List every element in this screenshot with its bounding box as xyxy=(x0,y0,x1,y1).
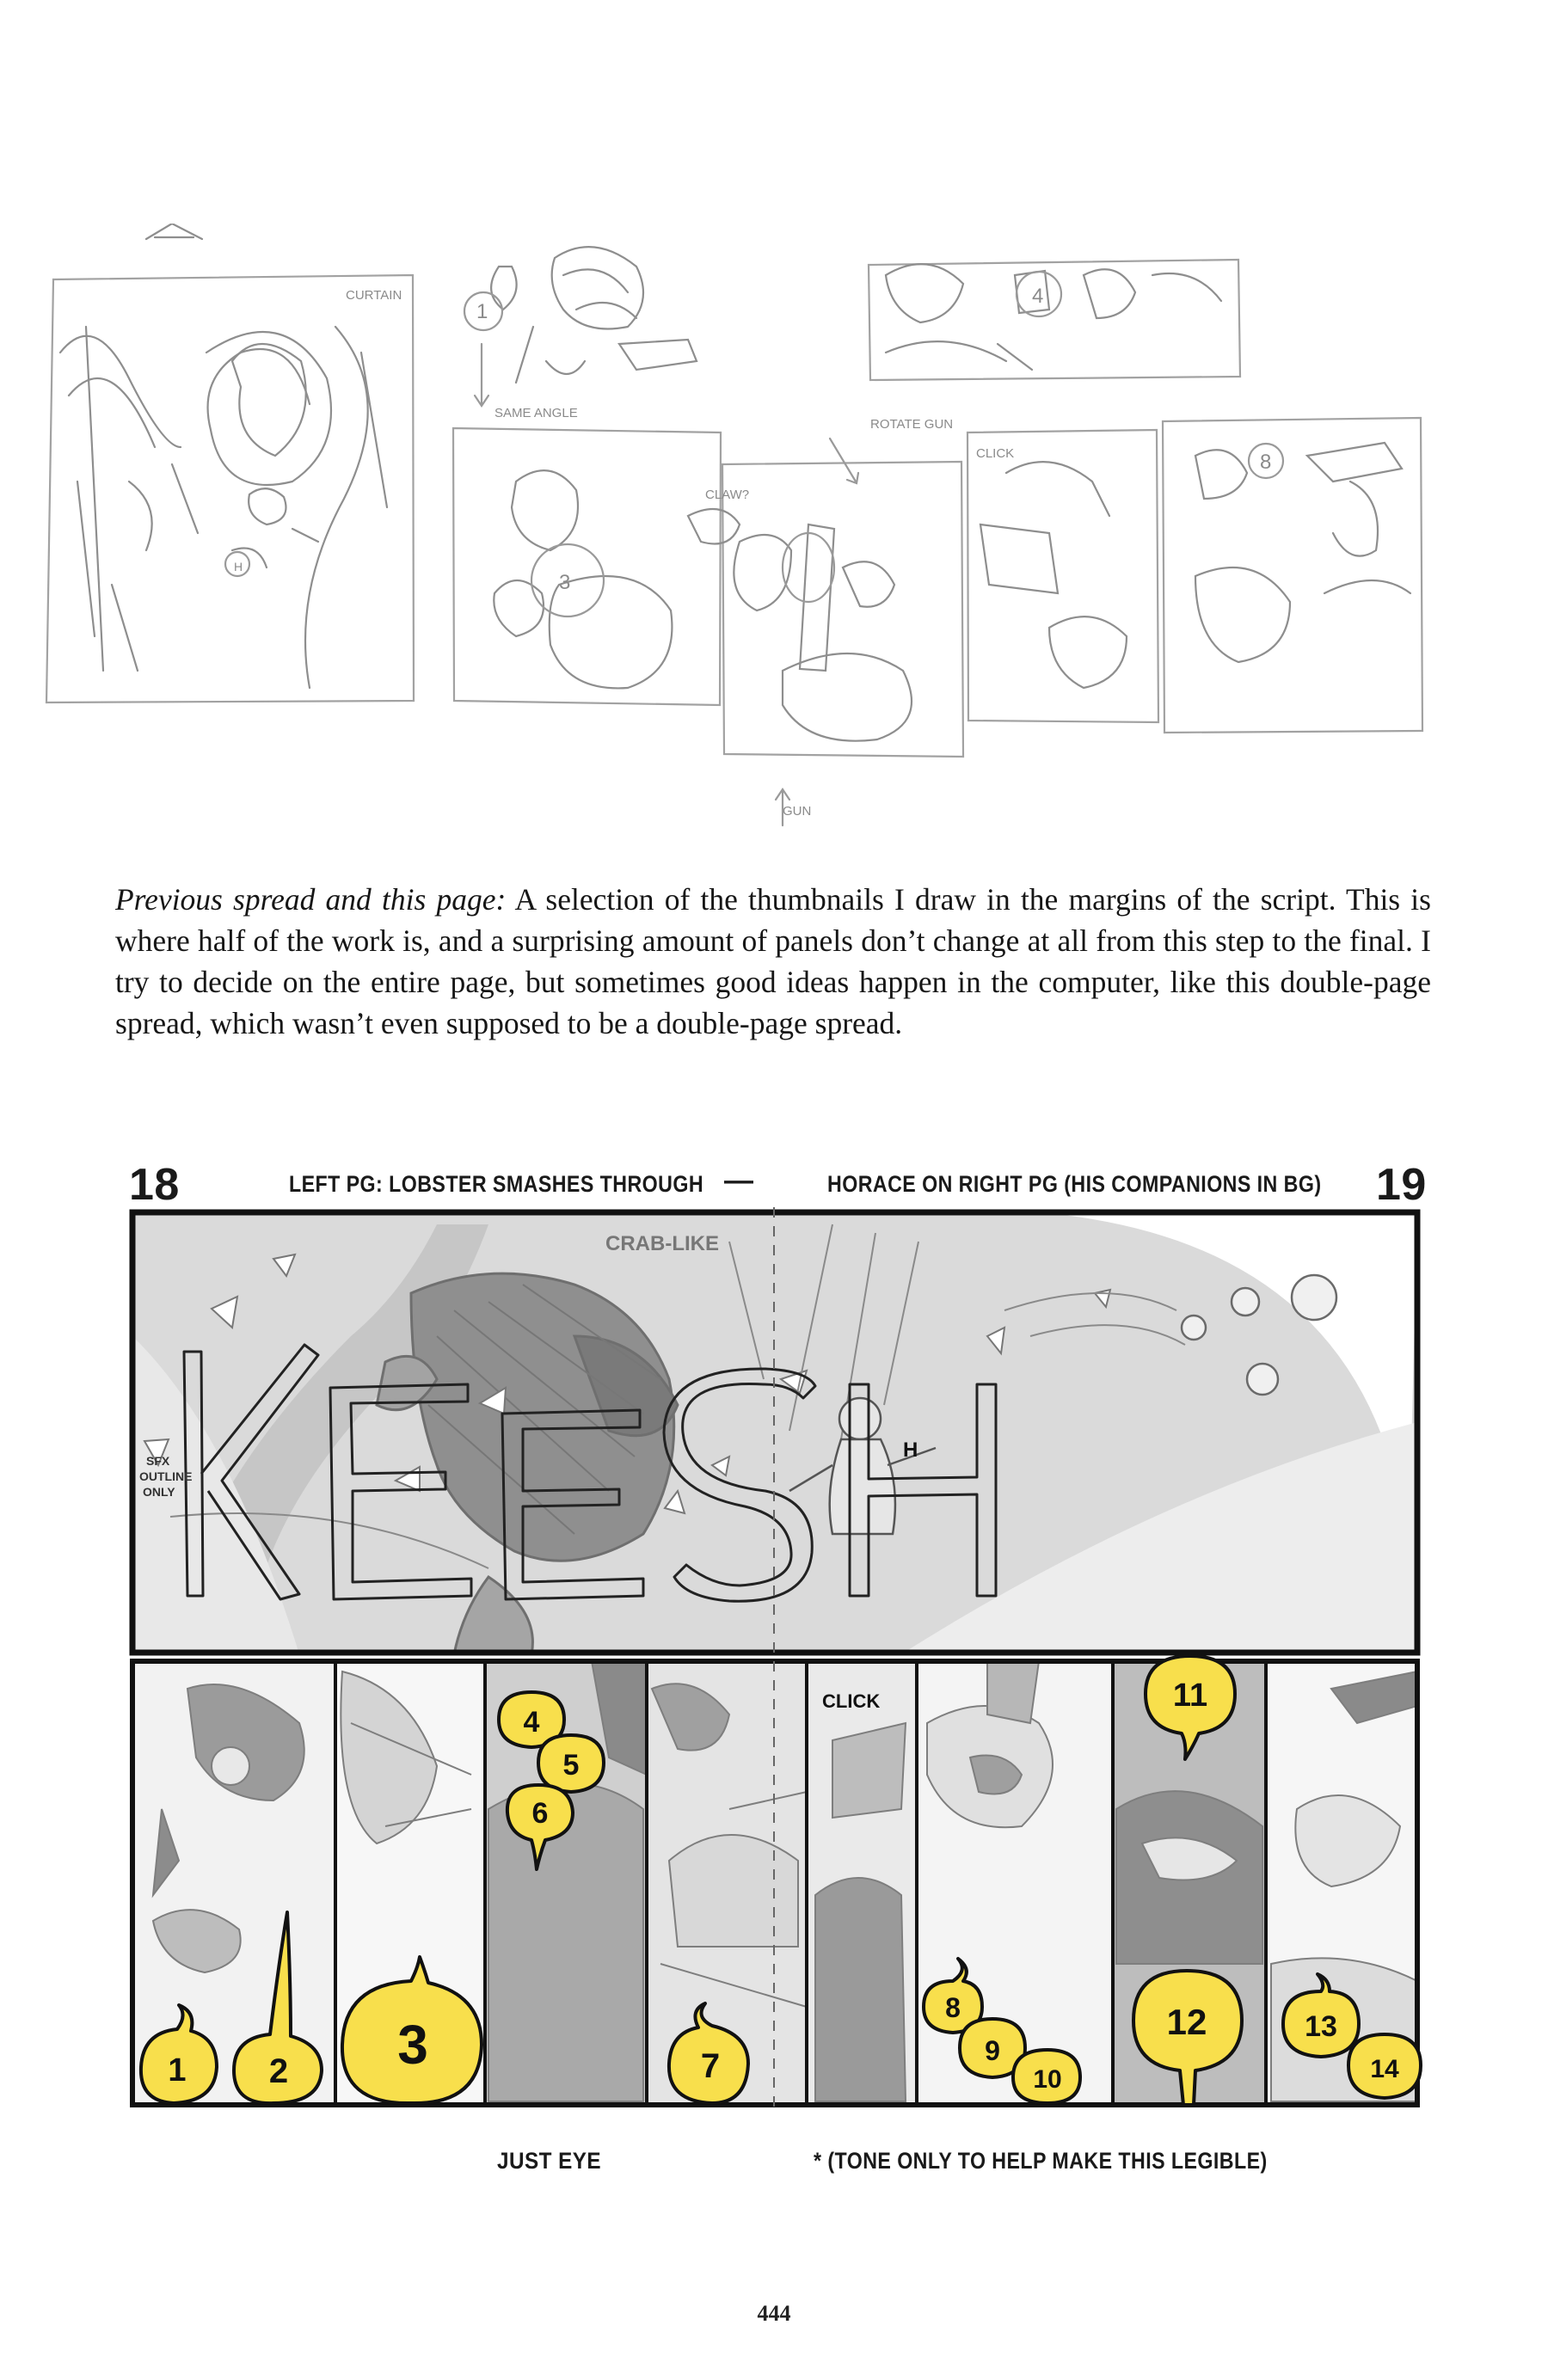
left-page-note: LEFT PG: LOBSTER SMASHES THROUGH xyxy=(289,1171,704,1197)
right-page-number: 19 xyxy=(1376,1160,1427,1210)
page-number: 444 xyxy=(757,2301,791,2326)
note-gun: GUN xyxy=(783,804,812,819)
balloon-number-12: 12 xyxy=(1166,2002,1207,2042)
note-curtain: CURTAIN xyxy=(346,288,402,303)
balloon-number-13: 13 xyxy=(1305,2010,1337,2043)
thumbnail-panel-frames xyxy=(46,260,1422,757)
balloon-number-11: 11 xyxy=(1172,1678,1208,1714)
balloon-number-14: 14 xyxy=(1370,2055,1399,2083)
balloon-number-3: 3 xyxy=(397,2014,428,2076)
caption-paragraph xyxy=(115,879,1431,1044)
right-page-note: HORACE ON RIGHT PG (HIS COMPANIONS IN BG) xyxy=(827,1171,1322,1197)
balloon-number-5: 5 xyxy=(562,1749,580,1782)
note-click: CLICK xyxy=(976,446,1015,461)
balloon-number-10: 10 xyxy=(1033,2065,1062,2094)
left-page-number: 18 xyxy=(129,1160,180,1210)
double-page-layout xyxy=(127,1207,1422,2110)
thumb-number-8: 8 xyxy=(1260,451,1272,474)
note-same-angle: SAME ANGLE xyxy=(494,406,578,420)
balloon-number-9: 9 xyxy=(985,2035,1000,2066)
thumbnail-balloons xyxy=(225,272,1283,616)
balloon-number-7: 7 xyxy=(700,2047,721,2085)
crab-like-note: CRAB-LIKE xyxy=(605,1232,719,1255)
note-rotate-gun: ROTATE GUN xyxy=(870,417,954,432)
balloon-number-4: 4 xyxy=(523,1706,540,1739)
caption-body: A selection of the thumbnails I draw in the margins of the script. This is where half of the work is, and a surprising amount of panels don’t change at all from this step to the final. I try to decide on the entire page, but sometimes good ideas happen in the computer, like this double-page spread, which wasn’t even supposed to be a double-page spread. xyxy=(115,882,1431,1040)
thumb-letter-h: H xyxy=(234,560,243,574)
thumb-number-4: 4 xyxy=(1032,285,1044,308)
sfx-note-line-1: SFX xyxy=(146,1454,170,1468)
note-separator: — xyxy=(724,1164,754,1197)
thumbnail-numbers xyxy=(234,285,1271,594)
sfx-note-line-3: ONLY xyxy=(143,1485,175,1499)
balloon-number-6: 6 xyxy=(531,1797,549,1830)
horace-tag: H xyxy=(903,1438,918,1462)
thumb-number-1: 1 xyxy=(476,300,488,323)
just-eye-note: JUST EYE xyxy=(497,2148,602,2174)
balloon-number-2: 2 xyxy=(268,2052,289,2090)
caption-lead: Previous spread and this page: xyxy=(115,882,507,917)
thumbnail-notes xyxy=(346,288,1014,819)
click-sfx: CLICK xyxy=(822,1690,881,1712)
sfx-note-line-2: OUTLINE xyxy=(139,1469,193,1483)
balloon-number-8: 8 xyxy=(945,1992,961,2023)
thumb-number-3: 3 xyxy=(559,571,571,594)
thumbnail-sketches xyxy=(34,224,1462,843)
tone-note: * (TONE ONLY TO HELP MAKE THIS LEGIBLE) xyxy=(814,2148,1268,2174)
thumbnail-scribbles xyxy=(60,224,1410,741)
note-claw: CLAW? xyxy=(705,488,750,502)
balloon-number-1: 1 xyxy=(168,2052,187,2089)
